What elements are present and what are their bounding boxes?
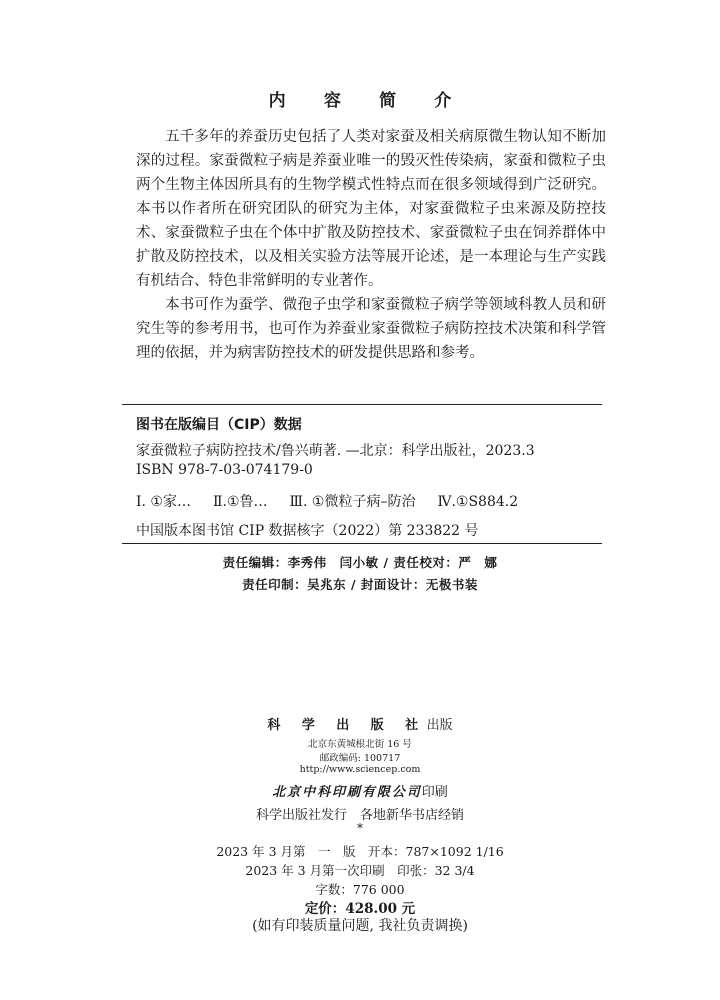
printer-line bbox=[0, 781, 720, 800]
publisher-line bbox=[0, 714, 720, 733]
content-intro-title: 内 容 简 介 bbox=[268, 91, 468, 111]
printer-suffix: 印刷 bbox=[421, 785, 448, 800]
publisher-postcode: 邮政编码: 100717 bbox=[319, 753, 401, 764]
edition-line-2: 2023 年 3 月第一次印刷 印张：32 3/4 bbox=[245, 863, 475, 878]
cip-class-item: Ⅰ. ①家… bbox=[136, 494, 191, 510]
price-line bbox=[0, 897, 720, 917]
cip-record: 家蚕微粒子病防控技术/鲁兴萌著. —北京：科学出版社，2023.3 bbox=[136, 443, 535, 459]
quality-note: (如有印装质量问题, 我社负责调换) bbox=[252, 918, 468, 934]
content-intro-body bbox=[136, 125, 606, 365]
publisher-website: http://www.sciencep.com bbox=[299, 764, 421, 775]
word-count: 字数：776 000 bbox=[315, 882, 405, 897]
price-label: 定价： bbox=[304, 901, 346, 917]
publisher-suffix: 出版 bbox=[426, 718, 453, 733]
distribution-line: 科学出版社发行 各地新华书店经销 bbox=[255, 808, 464, 823]
cip-library-number: 中国版本图书馆 CIP 数据核字（2022）第 233822 号 bbox=[136, 523, 479, 539]
staff-line-editors: 责任编辑：李秀伟 闫小敏 / 责任校对：严 娜 bbox=[222, 555, 498, 570]
separator-star: * bbox=[357, 821, 363, 835]
cip-class-item: Ⅲ. ①微粒子病–防治 bbox=[289, 494, 416, 510]
intro-paragraph: 五千多年的养蚕历史包括了人类对家蚕及相关病原微生物认知不断加深的过程。家蚕微粒子病是养蚕业唯一的毁灭性传染病，家蚕和微粒子虫两个生物主体因所具有的生物学模式性特点而在很多领域得到广泛研究。本书以作者所在研究团队的研究为主体，对家蚕微粒子虫来源及防控技术、家蚕微粒子虫在个体中扩散及防控技术、家蚕微粒子虫在饲养群体中扩散及防控技术，以及相关实验方法等展开论述，是一本理论与生产实践有机结合、特色非常鲜明的专业著作。 bbox=[136, 129, 606, 289]
publisher-address: 北京东黄城根北街 16 号 bbox=[308, 739, 412, 750]
staff-line-production: 责任印制：吴兆东 / 封面设计：无极书装 bbox=[242, 577, 478, 592]
cip-data-block bbox=[122, 404, 602, 544]
cip-classification bbox=[136, 491, 518, 511]
cip-class-item: Ⅳ.①S884.2 bbox=[437, 494, 519, 510]
price-value: 428.00 元 bbox=[345, 901, 416, 917]
intro-paragraph: 本书可作为蚕学、微孢子虫学和家蚕微粒子病学等领域科教人员和研究生等的参考用书，也可作为养蚕业家蚕微粒子病防控技术决策和科学管理的依据，并为病害防控技术的研发提供思路和参考。 bbox=[136, 297, 606, 361]
edition-line-1: 2023 年 3 月第 一 版 开本：787×1092 1/16 bbox=[216, 844, 504, 859]
cip-heading: 图书在版编目（CIP）数据 bbox=[136, 417, 302, 433]
printer-name: 北京中科印刷有限公司 bbox=[272, 785, 422, 800]
publisher-name: 科 学 出 版 社 bbox=[267, 718, 427, 733]
cip-class-item: Ⅱ.①鲁… bbox=[212, 494, 268, 510]
cip-isbn: ISBN 978-7-03-074179-0 bbox=[136, 462, 313, 478]
